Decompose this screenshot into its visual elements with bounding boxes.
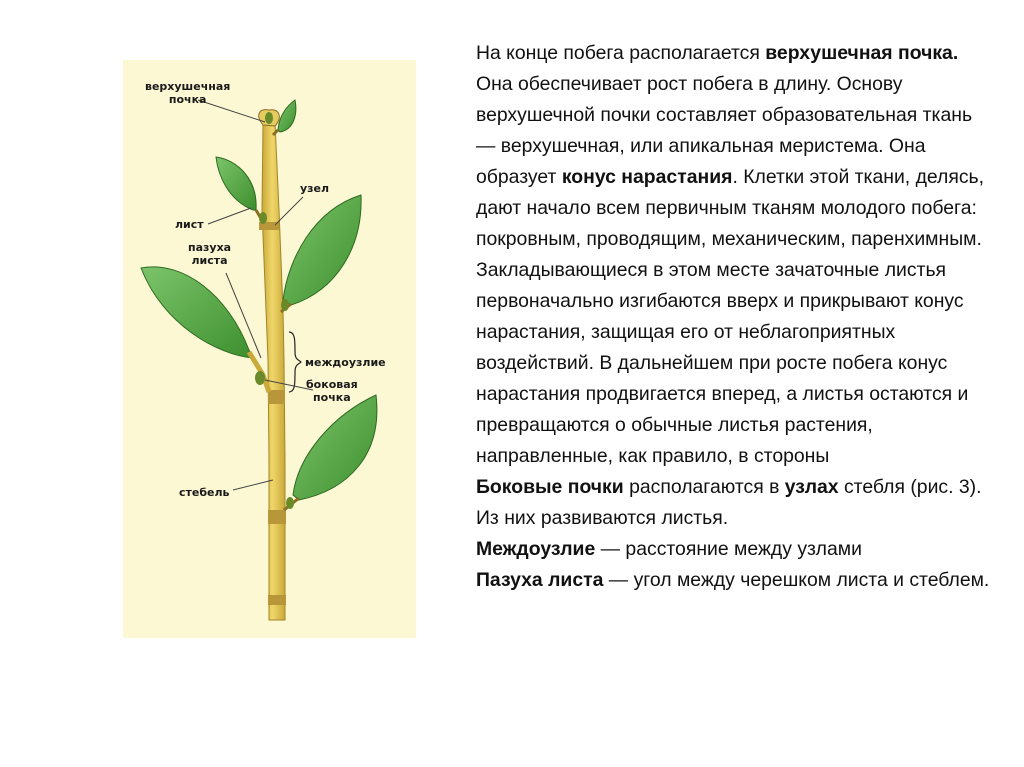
label-apical-bud: верхушечная почка xyxy=(145,80,231,106)
leaf xyxy=(141,267,253,358)
leaf xyxy=(283,195,361,305)
description-text xyxy=(476,38,996,596)
label-leaf: лист xyxy=(175,218,204,231)
internode-bracket xyxy=(289,332,301,392)
leaf xyxy=(293,395,377,500)
stem xyxy=(262,122,285,620)
leaf xyxy=(278,100,296,132)
node-band xyxy=(268,595,286,605)
shoot-diagram xyxy=(123,60,416,638)
paragraph-leaf-axil: Пазуха листа — угол между черешком листа и стеблем. xyxy=(476,569,990,591)
node-band xyxy=(268,510,286,524)
lateral-bud xyxy=(259,212,267,224)
label-leaf-axil: пазуха листа xyxy=(188,241,232,267)
label-internode: междоузлие xyxy=(305,356,386,369)
paragraph-lateral-buds: Боковые почки располагаются в узлах стебля (рис. 3). Из них развиваются листья. xyxy=(476,476,982,529)
lateral-bud xyxy=(286,497,294,509)
node-band xyxy=(268,390,285,404)
lateral-bud xyxy=(255,371,265,385)
paragraph-internode: Междоузлие — расстояние между узлами xyxy=(476,538,862,560)
leaf xyxy=(216,157,256,210)
shoot-illustration xyxy=(123,60,416,638)
paragraph-apical-bud: На конце побега располагается верхушечная почка. Она обеспечивает рост побега в длину. Основу верхушечной почки составляет образовательная ткань — верхушечная, или апикальная меристема. Она образует конус нарастания. Клетки этой ткани, делясь, дают начало всем первичным тканям молодого побега: покровным, проводящим, механическим, паренхимным. Закладывающиеся в этом месте зачаточные листья первоначально изгибаются вверх и прикрывают конус нарастания, защищая его от неблагоприятных воздействий. В дальнейшем при росте побега конус нарастания продвигается вперед, а листья остаются и превращаются о обычные листья растения, направленные, как правило, в стороны xyxy=(476,42,985,467)
label-lateral-bud: боковая почка xyxy=(306,378,358,404)
label-stem: стебель xyxy=(179,486,230,499)
lateral-bud xyxy=(281,299,289,311)
label-node: узел xyxy=(300,182,330,195)
